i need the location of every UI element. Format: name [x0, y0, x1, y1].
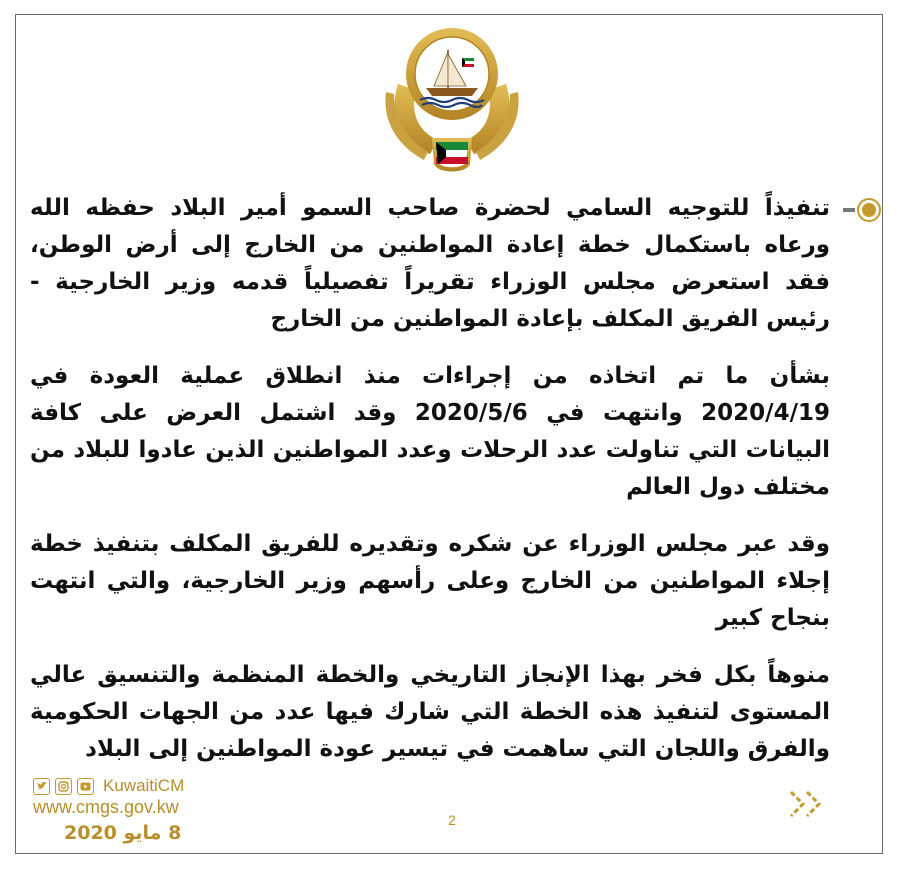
social-links — [33, 776, 184, 796]
council-of-ministers-emblem — [378, 14, 526, 176]
paragraph-2: بشأن ما تم اتخاذه من إجراءات منذ انطلاق عملية العودة في 2020/4/19 وانتهت في 2020/5/6 وقد اشتمل العرض على كافة البيانات التي تناولت عدد الرحلات وعدد المواطنين الذين عادوا للبلاد من مختلف دول العالم — [30, 363, 830, 500]
bullet-marker-icon — [843, 197, 883, 223]
paragraph-3: وقد عبر مجلس الوزراء عن شكره وتقديره للفريق المكلف بتنفيذ خطة إجلاء المواطنين من الخارج وعلى رأسهم وزير الخارجية، والتي انتهت بنجاح كبير — [30, 531, 830, 631]
social-handle[interactable]: KuwaitiCM — [103, 776, 185, 795]
paragraph-1: تنفيذاً للتوجيه السامي لحضرة صاحب السمو أمير البلاد حفظه الله ورعاه باستكمال خطة إعادة المواطنين من الخارج إلى أرض الوطن، فقد استعرض مجلس الوزراء تقريراً تفصيلياً قدمه وزير الخارجية - رئيس الفريق المكلف بإعادة المواطنين من الخارج — [30, 195, 830, 332]
website-link[interactable]: www.cmgs.gov.kw — [33, 797, 179, 817]
instagram-icon[interactable] — [55, 778, 72, 795]
youtube-icon[interactable] — [77, 778, 94, 795]
page-number: 2 — [448, 812, 456, 828]
double-chevron-right-icon[interactable] — [787, 788, 831, 820]
statement-body — [30, 190, 830, 788]
publication-date: 8 مايو 2020 — [64, 822, 182, 844]
twitter-icon[interactable] — [33, 778, 50, 795]
paragraph-4: منوهاً بكل فخر بهذا الإنجاز التاريخي والخطة المنظمة والتنسيق عالي المستوى لتنفيذ هذه الخطة التي شارك فيها عدد من الجهات الحكومية والفرق واللجان التي ساهمت في تيسير عودة المواطنين إلى البلاد — [30, 662, 830, 762]
